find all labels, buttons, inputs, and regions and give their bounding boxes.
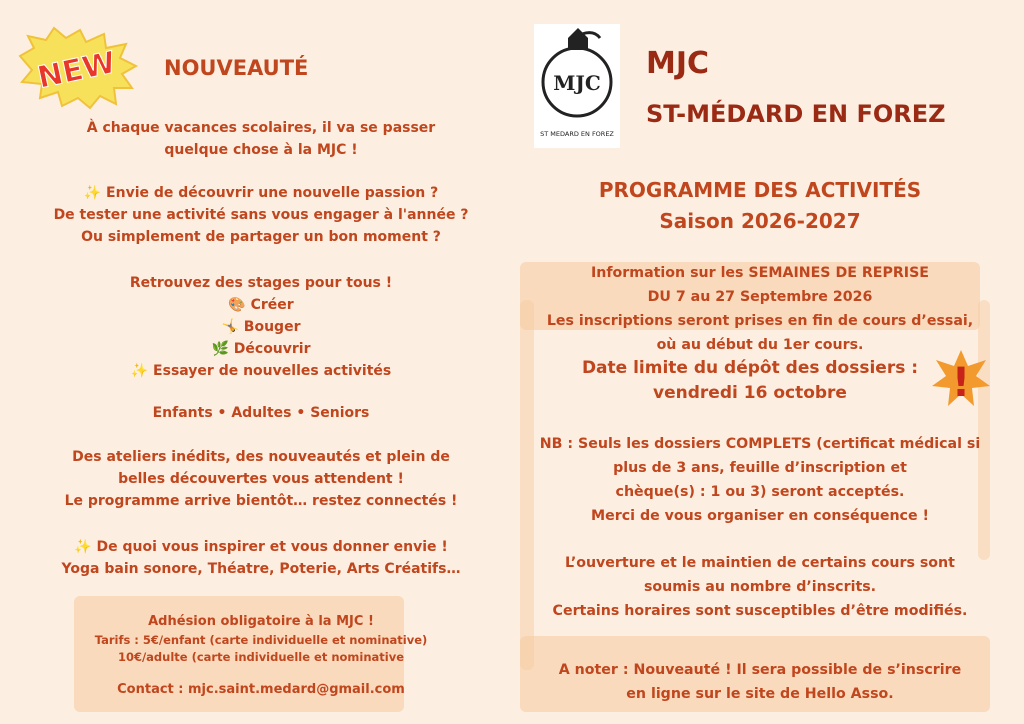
intro-block (22, 117, 500, 161)
exclamation-burst-icon (930, 348, 992, 410)
workshops-line: Le programme arrive bientôt… restez connectés ! (64, 493, 458, 509)
intro-line: À chaque vacances scolaires, il va se passer (86, 120, 436, 136)
stages-line: 🌿 Découvrir (211, 341, 311, 357)
inspiration-block (22, 536, 500, 580)
courses-line: Certains horaires sont susceptibles d’être modifiés. (552, 603, 968, 619)
question-line: De tester une activité sans vous engager à l'année ? (53, 207, 469, 223)
nb-line: Merci de vous organiser en conséquence ! (591, 508, 929, 524)
mjc-logo-graphic (534, 24, 620, 148)
questions-block (22, 182, 500, 248)
nb-line: NB : Seuls les dossiers COMPLETS (certificat médical si (539, 436, 981, 452)
title-mjc: MJC (646, 46, 710, 81)
intro-line: quelque chose à la MJC ! (164, 142, 358, 158)
audience-line: Enfants • Adultes • Seniors (152, 405, 370, 421)
left-heading: NOUVEAUTÉ (164, 56, 309, 80)
logo-letters: MJC (553, 71, 601, 95)
stages-line: Retrouvez des stages pour tous ! (129, 275, 393, 291)
reprise-line: Les inscriptions seront prises en fin de cours d’essai, (546, 313, 974, 329)
stages-line: 🎨 Créer (228, 297, 294, 313)
badge-text: NEW (34, 45, 119, 96)
note-line: en ligne sur le site de Hello Asso. (626, 686, 894, 702)
season-title: Saison 2026-2027 (659, 209, 861, 233)
note-block (514, 658, 1006, 706)
nb-line: plus de 3 ans, feuille d’inscription et (613, 460, 907, 476)
stages-block (22, 272, 500, 382)
inspiration-line: Yoga bain sonore, Théatre, Poterie, Arts Créatifs… (61, 561, 461, 577)
title-town: ST-MÉDARD EN FOREZ (646, 100, 946, 128)
membership-tarif-child: Tarifs : 5€/enfant (carte individuelle et nominative) (94, 633, 428, 647)
question-line: Ou simplement de partager un bon moment ? (81, 229, 441, 245)
mjc-logo (534, 24, 620, 148)
deadline-block (560, 356, 940, 406)
reprise-line: Information sur les SEMAINES DE REPRISE (591, 265, 929, 281)
reprise-block (514, 261, 1006, 357)
courses-line: soumis au nombre d’inscrits. (643, 579, 877, 595)
nb-line: chèque(s) : 1 ou 3) seront acceptés. (615, 484, 905, 500)
note-line: A noter : Nouveauté ! Il sera possible de s’inscrire (558, 662, 962, 678)
reprise-line: DU 7 au 27 Septembre 2026 (647, 289, 873, 305)
inspiration-line: ✨ De quoi vous inspirer et vous donner envie ! (74, 539, 448, 555)
membership-block (22, 612, 500, 700)
membership-title: Adhésion obligatoire à la MJC ! (148, 614, 374, 629)
logo-caption: ST MEDARD EN FOREZ (540, 130, 614, 138)
stages-line: 🤸 Bouger (221, 319, 301, 335)
deadline-date: vendredi 16 octobre (653, 383, 847, 403)
workshops-line: belles découvertes vous attendent ! (118, 471, 404, 487)
deadline-line: Date limite du dépôt des dossiers : (581, 358, 919, 378)
membership-tarif-adult: 10€/adulte (carte individuelle et nominative (117, 650, 405, 664)
courses-block (514, 551, 1006, 623)
question-line: ✨ Envie de découvrir une nouvelle passion ? (83, 185, 439, 201)
stages-line: ✨ Essayer de nouvelles activités (130, 363, 392, 379)
new-badge (14, 26, 140, 110)
nb-block (514, 432, 1006, 528)
workshops-line: Des ateliers inédits, des nouveautés et plein de (72, 449, 450, 465)
courses-line: L’ouverture et le maintien de certains cours sont (565, 555, 955, 571)
reprise-line: où au début du 1er cours. (656, 337, 864, 353)
exclamation-mark: ! (951, 360, 971, 406)
program-title: PROGRAMME DES ACTIVITÉS (598, 178, 922, 202)
contact-email[interactable]: Contact : mjc.saint.medard@gmail.com (117, 682, 405, 697)
workshops-block (22, 446, 500, 512)
